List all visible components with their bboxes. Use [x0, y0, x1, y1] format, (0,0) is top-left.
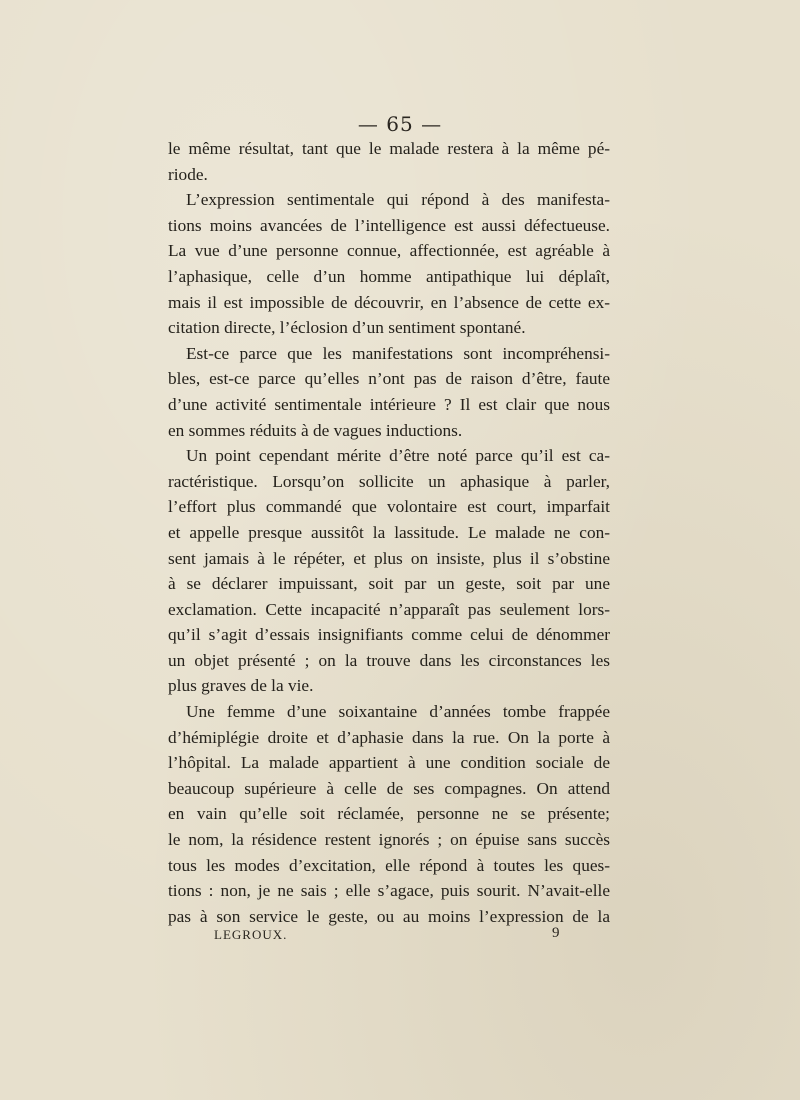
text-line: d’hémiplégie droite et d’aphasie dans la rue. On la porte à: [168, 727, 610, 747]
text-line: d’une activité sentimentale intérieure ? Il est clair que nous: [168, 394, 610, 414]
text-line: le même résultat, tant que le malade restera à la même pé-: [168, 139, 610, 158]
text-line: qu’il s’agit d’essais insignifiants comme celui de dénommer: [168, 625, 610, 645]
text-line: pas à son service le geste, ou au moins l’expression de la: [168, 906, 610, 926]
text-line: La vue d’une personne connue, affectionnée, est agréable à: [168, 241, 610, 261]
text-line: mais il est impossible de découvrir, en l’absence de cette ex-: [168, 292, 610, 312]
text-line: sent jamais à le répéter, et plus on insiste, plus il s’obstine: [168, 548, 610, 568]
text-line: L’expression sentimentale qui répond à des manifesta-: [186, 190, 610, 210]
printer-signature-author: LEGROUX.: [214, 927, 288, 942]
text-line: tions moins avancées de l’intelligence est aussi défectueuse.: [168, 215, 610, 235]
text-line: ractéristique. Lorsqu’on sollicite un aphasique à parler,: [168, 471, 610, 491]
body-text: [168, 136, 610, 929]
text-line: beaucoup supérieure à celle de ses compagnes. On attend: [168, 778, 610, 798]
text-line: Un point cependant mérite d’être noté parce qu’il est ca-: [186, 446, 610, 466]
text-line: tous les modes d’excitation, elle répond à toutes les ques-: [168, 855, 610, 875]
text-line: un objet présenté ; on la trouve dans les circonstances les: [168, 650, 610, 670]
text-line: exclamation. Cette incapacité n’apparaît pas seulement lors-: [168, 599, 610, 619]
printer-signature-sheet: 9: [552, 925, 560, 941]
text-line: et appelle presque aussitôt la lassitude. Le malade ne con-: [168, 522, 610, 542]
text-line: à se déclarer impuissant, soit par un geste, soit par une: [168, 574, 610, 594]
text-line: Une femme d’une soixantaine d’années tombe frappée: [186, 702, 610, 722]
text-line: le nom, la résidence restent ignorés ; on épuise sans succès: [168, 830, 610, 850]
text-line: en sommes réduits à de vagues inductions.: [168, 420, 463, 440]
text-line: plus graves de la vie.: [168, 676, 314, 696]
text-line: l’effort plus commandé que volontaire est court, imparfait: [168, 497, 610, 517]
text-line: l’hôpital. La malade appartient à une condition sociale de: [168, 753, 610, 773]
text-line: bles, est-ce parce qu’elles n’ont pas de raison d’être, faute: [168, 369, 610, 389]
page-number: — 65 —: [357, 112, 443, 136]
text-line: l’aphasique, celle d’un homme antipathique lui déplaît,: [168, 266, 610, 286]
text-line: citation directe, l’éclosion d’un sentiment spontané.: [168, 318, 526, 338]
text-line: tions : non, je ne sais ; elle s’agace, puis sourit. N’avait-elle: [168, 881, 610, 901]
text-line: riode.: [168, 164, 208, 184]
text-line: Est-ce parce que les manifestations sont incompréhensi-: [186, 343, 610, 363]
text-line: en vain qu’elle soit réclamée, personne ne se présente;: [168, 804, 610, 824]
